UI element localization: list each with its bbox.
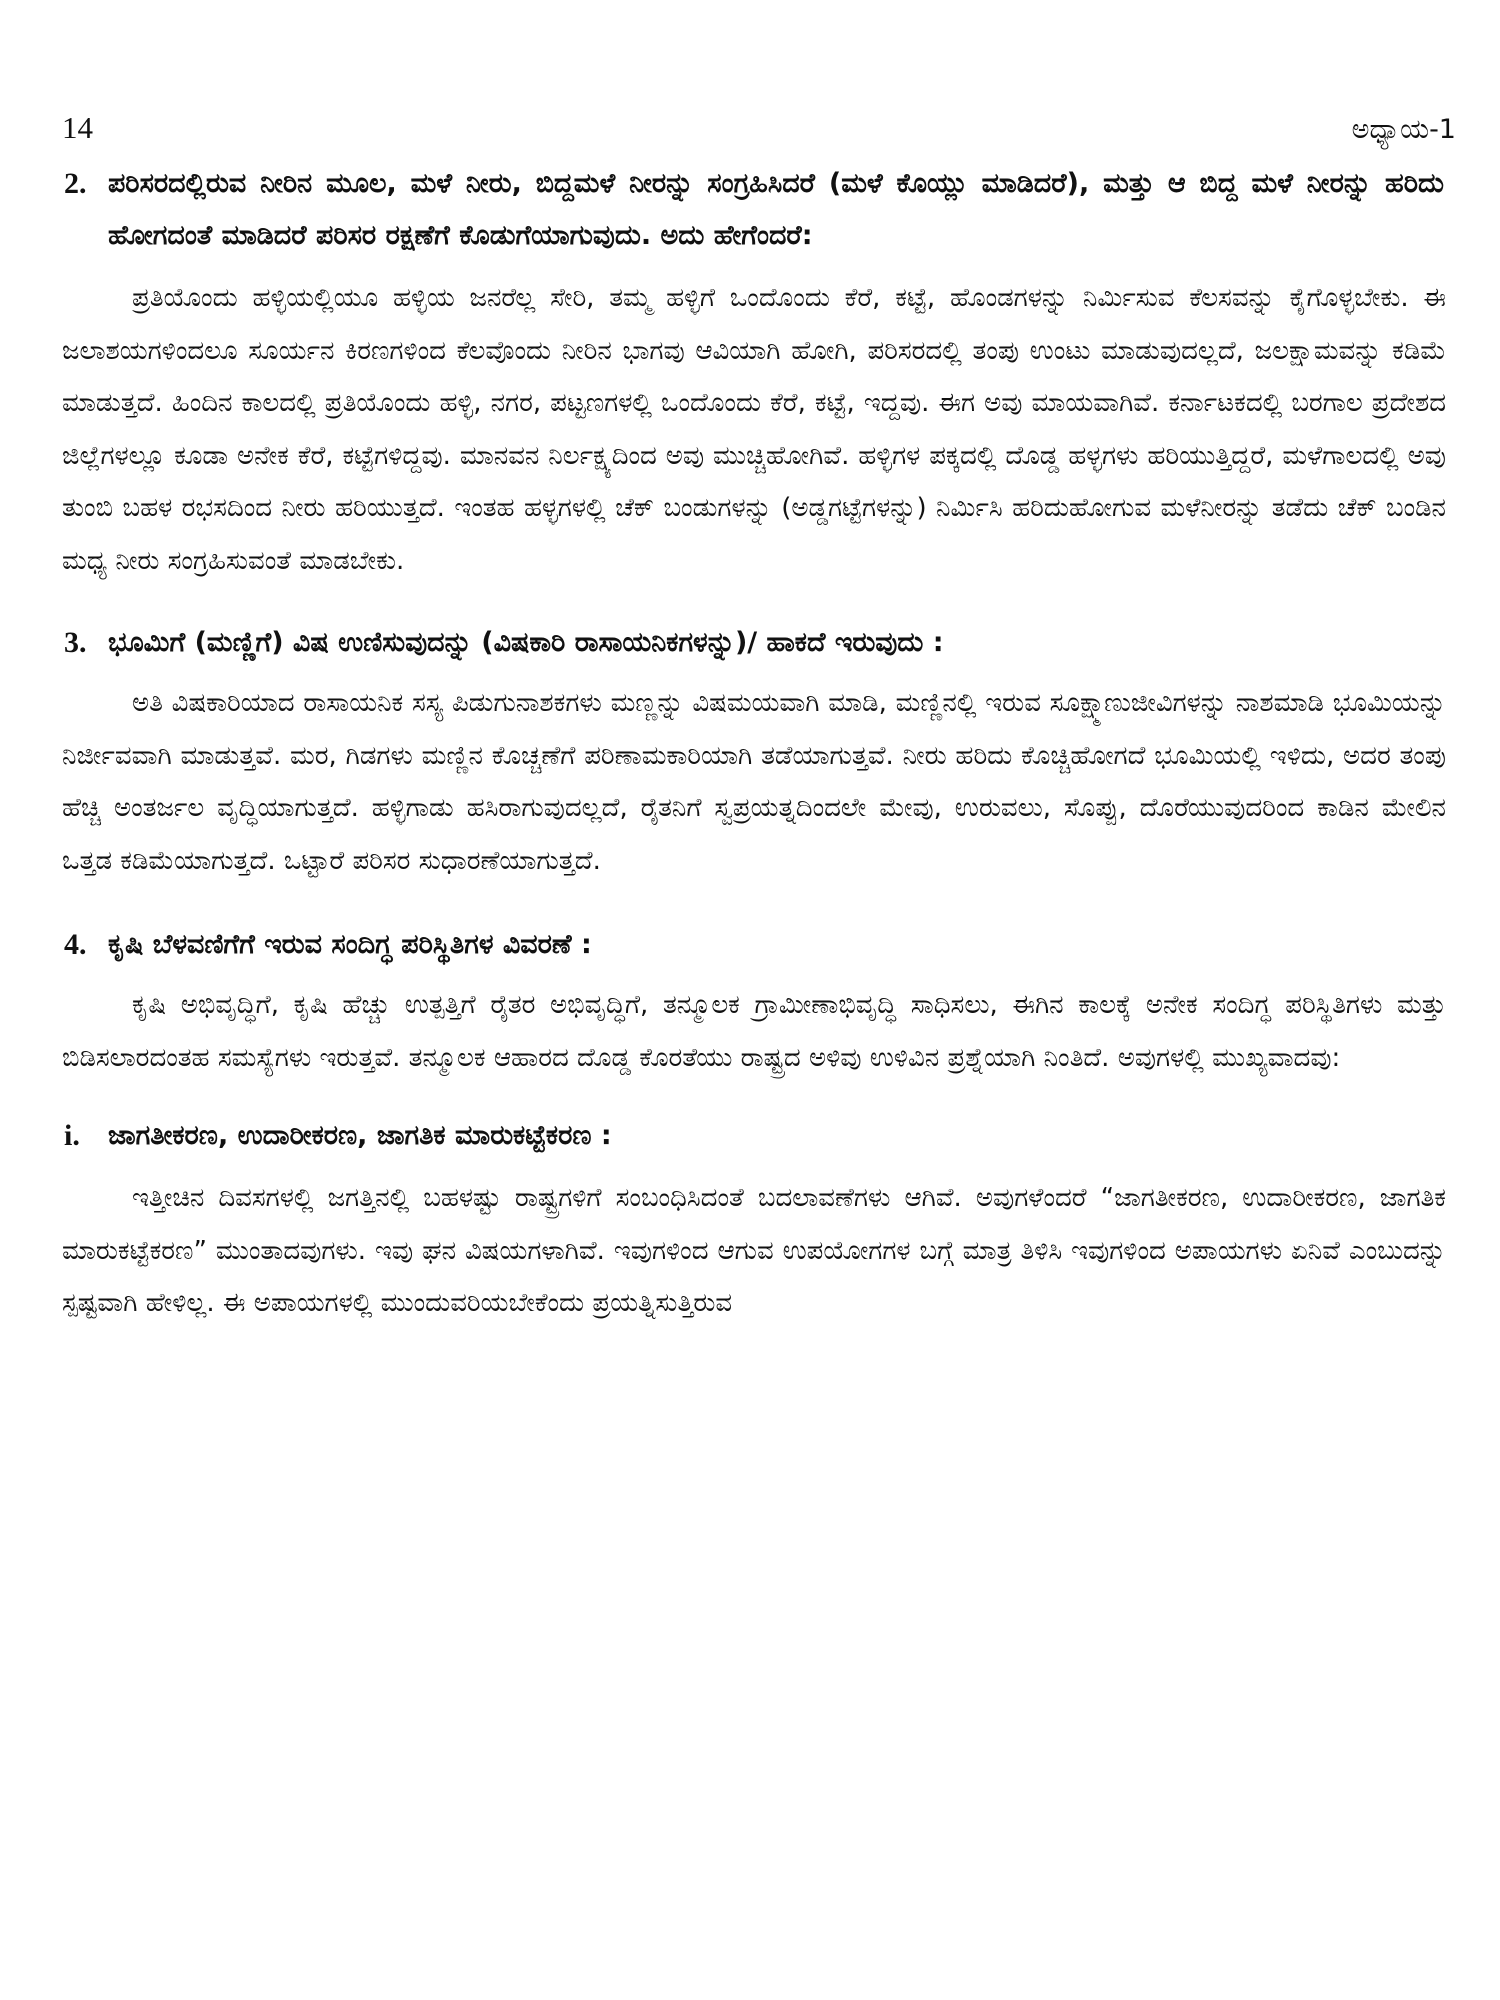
subsection-i-paragraph: ಇತ್ತೀಚಿನ ದಿವಸಗಳಲ್ಲಿ ಜಗತ್ತಿನಲ್ಲಿ ಬಹಳಷ್ಟು ರಾಷ್ಟ್ರಗಳಿಗೆ ಸಂಬಂಧಿಸಿದಂತೆ ಬದಲಾವಣೆಗಳು ಆಗಿವೆ. ಅವುಗಳೆಂದರೆ “ಜಾಗತೀಕರಣ, ಉದಾರೀಕರಣ, ಜಾಗತಿಕ ಮಾರುಕಟ್ಟೆಕರಣ” ಮುಂತಾದವುಗಳು. ಇವು ಘನ ವಿಷಯಗಳಾಗಿವೆ. ಇವುಗಳಿಂದ ಆಗುವ ಉಪಯೋಗಗಳ ಬಗ್ಗೆ ಮಾತ್ರ ತಿಳಿಸಿ ಇವುಗಳಿಂದ ಅಪಾಯಗಳು ಏನಿವೆ ಎಂಬುದನ್ನು ಸ್ಪಷ್ಟವಾಗಿ ಹೇಳಿಲ್ಲ. ಈ ಅಪಾಯಗಳಲ್ಲಿ ಮುಂದುವರಿಯಬೇಕೆಂದು ಪ್ರಯತ್ನಿಸುತ್ತಿರುವ — [62, 1183, 1446, 1318]
section-heading-text: ಪರಿಸರದಲ್ಲಿರುವ ನೀರಿನ ಮೂಲ, ಮಳೆ ನೀರು, ಬಿದ್ದಮಳೆ ನೀರನ್ನು ಸಂಗ್ರಹಿಸಿದರೆ (ಮಳೆ ಕೊಯ್ಲು ಮಾಡಿದರೆ), ಮತ್ತು ಆ ಬಿದ್ದ ಮಳೆ ನೀರನ್ನು ಹರಿದು ಹೋಗದಂತೆ ಮಾಡಿದರೆ ಪರಿಸರ ರಕ್ಷಣೆಗೆ ಕೊಡುಗೆಯಾಗುವುದು. ಅದು ಹೇಗೆಂದರೆ: — [108, 168, 1444, 251]
subsection-heading-text: ಜಾಗತೀಕರಣ, ಉದಾರೀಕರಣ, ಜಾಗತಿಕ ಮಾರುಕಟ್ಟೆಕರಣ : — [108, 1120, 612, 1151]
section-4-heading — [62, 919, 1456, 971]
subsection-i-heading — [62, 1110, 1456, 1162]
chapter-label: ಅಧ್ಯಾಯ-1 — [1351, 114, 1456, 145]
section-number: 2. — [64, 167, 87, 200]
page-header — [62, 110, 1456, 150]
section-heading-text: ಭೂಮಿಗೆ (ಮಣ್ಣಿಗೆ) ವಿಷ ಉಣಿಸುವುದನ್ನು (ವಿಷಕಾರಿ ರಾಸಾಯನಿಕಗಳನ್ನು)/ ಹಾಕದೆ ಇರುವುದು : — [108, 627, 944, 658]
section-number: 3. — [64, 626, 87, 659]
section-3-heading — [62, 617, 1456, 669]
subsection-number: i. — [64, 1119, 80, 1152]
document-page — [62, 110, 1456, 1330]
section-3-paragraph: ಅತಿ ವಿಷಕಾರಿಯಾದ ರಾಸಾಯನಿಕ ಸಸ್ಯ ಪಿಡುಗುನಾಶಕಗಳು ಮಣ್ಣನ್ನು ವಿಷಮಯವಾಗಿ ಮಾಡಿ, ಮಣ್ಣಿನಲ್ಲಿ ಇರುವ ಸೂಕ್ಷ್ಮಾಣುಜೀವಿಗಳನ್ನು ನಾಶಮಾಡಿ ಭೂಮಿಯನ್ನು ನಿರ್ಜೀವವಾಗಿ ಮಾಡುತ್ತವೆ. ಮರ, ಗಿಡಗಳು ಮಣ್ಣಿನ ಕೊಚ್ಚಣೆಗೆ ಪರಿಣಾಮಕಾರಿಯಾಗಿ ತಡೆಯಾಗುತ್ತವೆ. ನೀರು ಹರಿದು ಕೊಚ್ಚಿಹೋಗದೆ ಭೂಮಿಯಲ್ಲಿ ಇಳಿದು, ಅದರ ತಂಪು ಹೆಚ್ಚಿ ಅಂತರ್ಜಲ ವೃದ್ಧಿಯಾಗುತ್ತದೆ. ಹಳ್ಳಿಗಾಡು ಹಸಿರಾಗುವುದಲ್ಲದೆ, ರೈತನಿಗೆ ಸ್ವಪ್ರಯತ್ನದಿಂದಲೇ ಮೇವು, ಉರುವಲು, ಸೊಪ್ಪು, ದೊರೆಯುವುದರಿಂದ ಕಾಡಿನ ಮೇಲಿನ ಒತ್ತಡ ಕಡಿಮೆಯಾಗುತ್ತದೆ. ಒಟ್ಟಾರೆ ಪರಿಸರ ಸುಧಾರಣೆಯಾಗುತ್ತದೆ. — [62, 688, 1446, 876]
page-number: 14 — [62, 110, 93, 145]
section-number: 4. — [64, 928, 87, 961]
section-2-heading — [62, 158, 1456, 262]
section-2-paragraph: ಪ್ರತಿಯೊಂದು ಹಳ್ಳಿಯಲ್ಲಿಯೂ ಹಳ್ಳಿಯ ಜನರೆಲ್ಲ ಸೇರಿ, ತಮ್ಮ ಹಳ್ಳಿಗೆ ಒಂದೊಂದು ಕೆರೆ, ಕಟ್ಟೆ, ಹೊಂಡಗಳನ್ನು ನಿರ್ಮಿಸುವ ಕೆಲಸವನ್ನು ಕೈಗೊಳ್ಳಬೇಕು. ಈ ಜಲಾಶಯಗಳಿಂದಲೂ ಸೂರ್ಯನ ಕಿರಣಗಳಿಂದ ಕೆಲವೊಂದು ನೀರಿನ ಭಾಗವು ಆವಿಯಾಗಿ ಹೋಗಿ, ಪರಿಸರದಲ್ಲಿ ತಂಪು ಉಂಟು ಮಾಡುವುದಲ್ಲದೆ, ಜಲಕ್ಷಾಮವನ್ನು ಕಡಿಮೆ ಮಾಡುತ್ತದೆ. ಹಿಂದಿನ ಕಾಲದಲ್ಲಿ ಪ್ರತಿಯೊಂದು ಹಳ್ಳಿ, ನಗರ, ಪಟ್ಟಣಗಳಲ್ಲಿ ಒಂದೊಂದು ಕೆರೆ, ಕಟ್ಟೆ, ಇದ್ದವು. ಈಗ ಅವು ಮಾಯವಾಗಿವೆ. ಕರ್ನಾಟಕದಲ್ಲಿ ಬರಗಾಲ ಪ್ರದೇಶದ ಜಿಲ್ಲೆಗಳಲ್ಲೂ ಕೂಡಾ ಅನೇಕ ಕೆರೆ, ಕಟ್ಟೆಗಳಿದ್ದವು. ಮಾನವನ ನಿರ್ಲಕ್ಷ್ಯದಿಂದ ಅವು ಮುಚ್ಚಿಹೋಗಿವೆ. ಹಳ್ಳಿಗಳ ಪಕ್ಕದಲ್ಲಿ ದೊಡ್ಡ ಹಳ್ಳಗಳು ಹರಿಯುತ್ತಿದ್ದರೆ, ಮಳೆಗಾಲದಲ್ಲಿ ಅವು ತುಂಬಿ ಬಹಳ ರಭಸದಿಂದ ನೀರು ಹರಿಯುತ್ತದೆ. ಇಂತಹ ಹಳ್ಳಗಳಲ್ಲಿ ಚೆಕ್ ಬಂಡುಗಳನ್ನು (ಅಡ್ಡಗಟ್ಟೆಗಳನ್ನು) ನಿರ್ಮಿಸಿ ಹರಿದುಹೋಗುವ ಮಳೆನೀರನ್ನು ತಡೆದು ಚೆಕ್ ಬಂಡಿನ ಮಧ್ಯ ನೀರು ಸಂಗ್ರಹಿಸುವಂತೆ ಮಾಡಬೇಕು. — [62, 283, 1446, 576]
section-4-paragraph: ಕೃಷಿ ಅಭಿವೃದ್ಧಿಗೆ, ಕೃಷಿ ಹೆಚ್ಚು ಉತ್ಪತ್ತಿಗೆ ರೈತರ ಅಭಿವೃದ್ಧಿಗೆ, ತನ್ಮೂಲಕ ಗ್ರಾಮೀಣಾಭಿವೃದ್ಧಿ ಸಾಧಿಸಲು, ಈಗಿನ ಕಾಲಕ್ಕೆ ಅನೇಕ ಸಂದಿಗ್ಧ ಪರಿಸ್ಥಿತಿಗಳು ಮತ್ತು ಬಿಡಿಸಲಾರದಂತಹ ಸಮಸ್ಯೆಗಳು ಇರುತ್ತವೆ. ತನ್ಮೂಲಕ ಆಹಾರದ ದೊಡ್ಡ ಕೊರತೆಯು ರಾಷ್ಟ್ರದ ಅಳಿವು ಉಳಿವಿನ ಪ್ರಶ್ನೆಯಾಗಿ ನಿಂತಿದೆ. ಅವುಗಳಲ್ಲಿ ಮುಖ್ಯವಾದವು: — [62, 990, 1446, 1073]
section-heading-text: ಕೃಷಿ ಬೆಳವಣಿಗೆಗೆ ಇರುವ ಸಂದಿಗ್ಧ ಪರಿಸ್ಥಿತಿಗಳ ವಿವರಣೆ : — [108, 929, 592, 960]
